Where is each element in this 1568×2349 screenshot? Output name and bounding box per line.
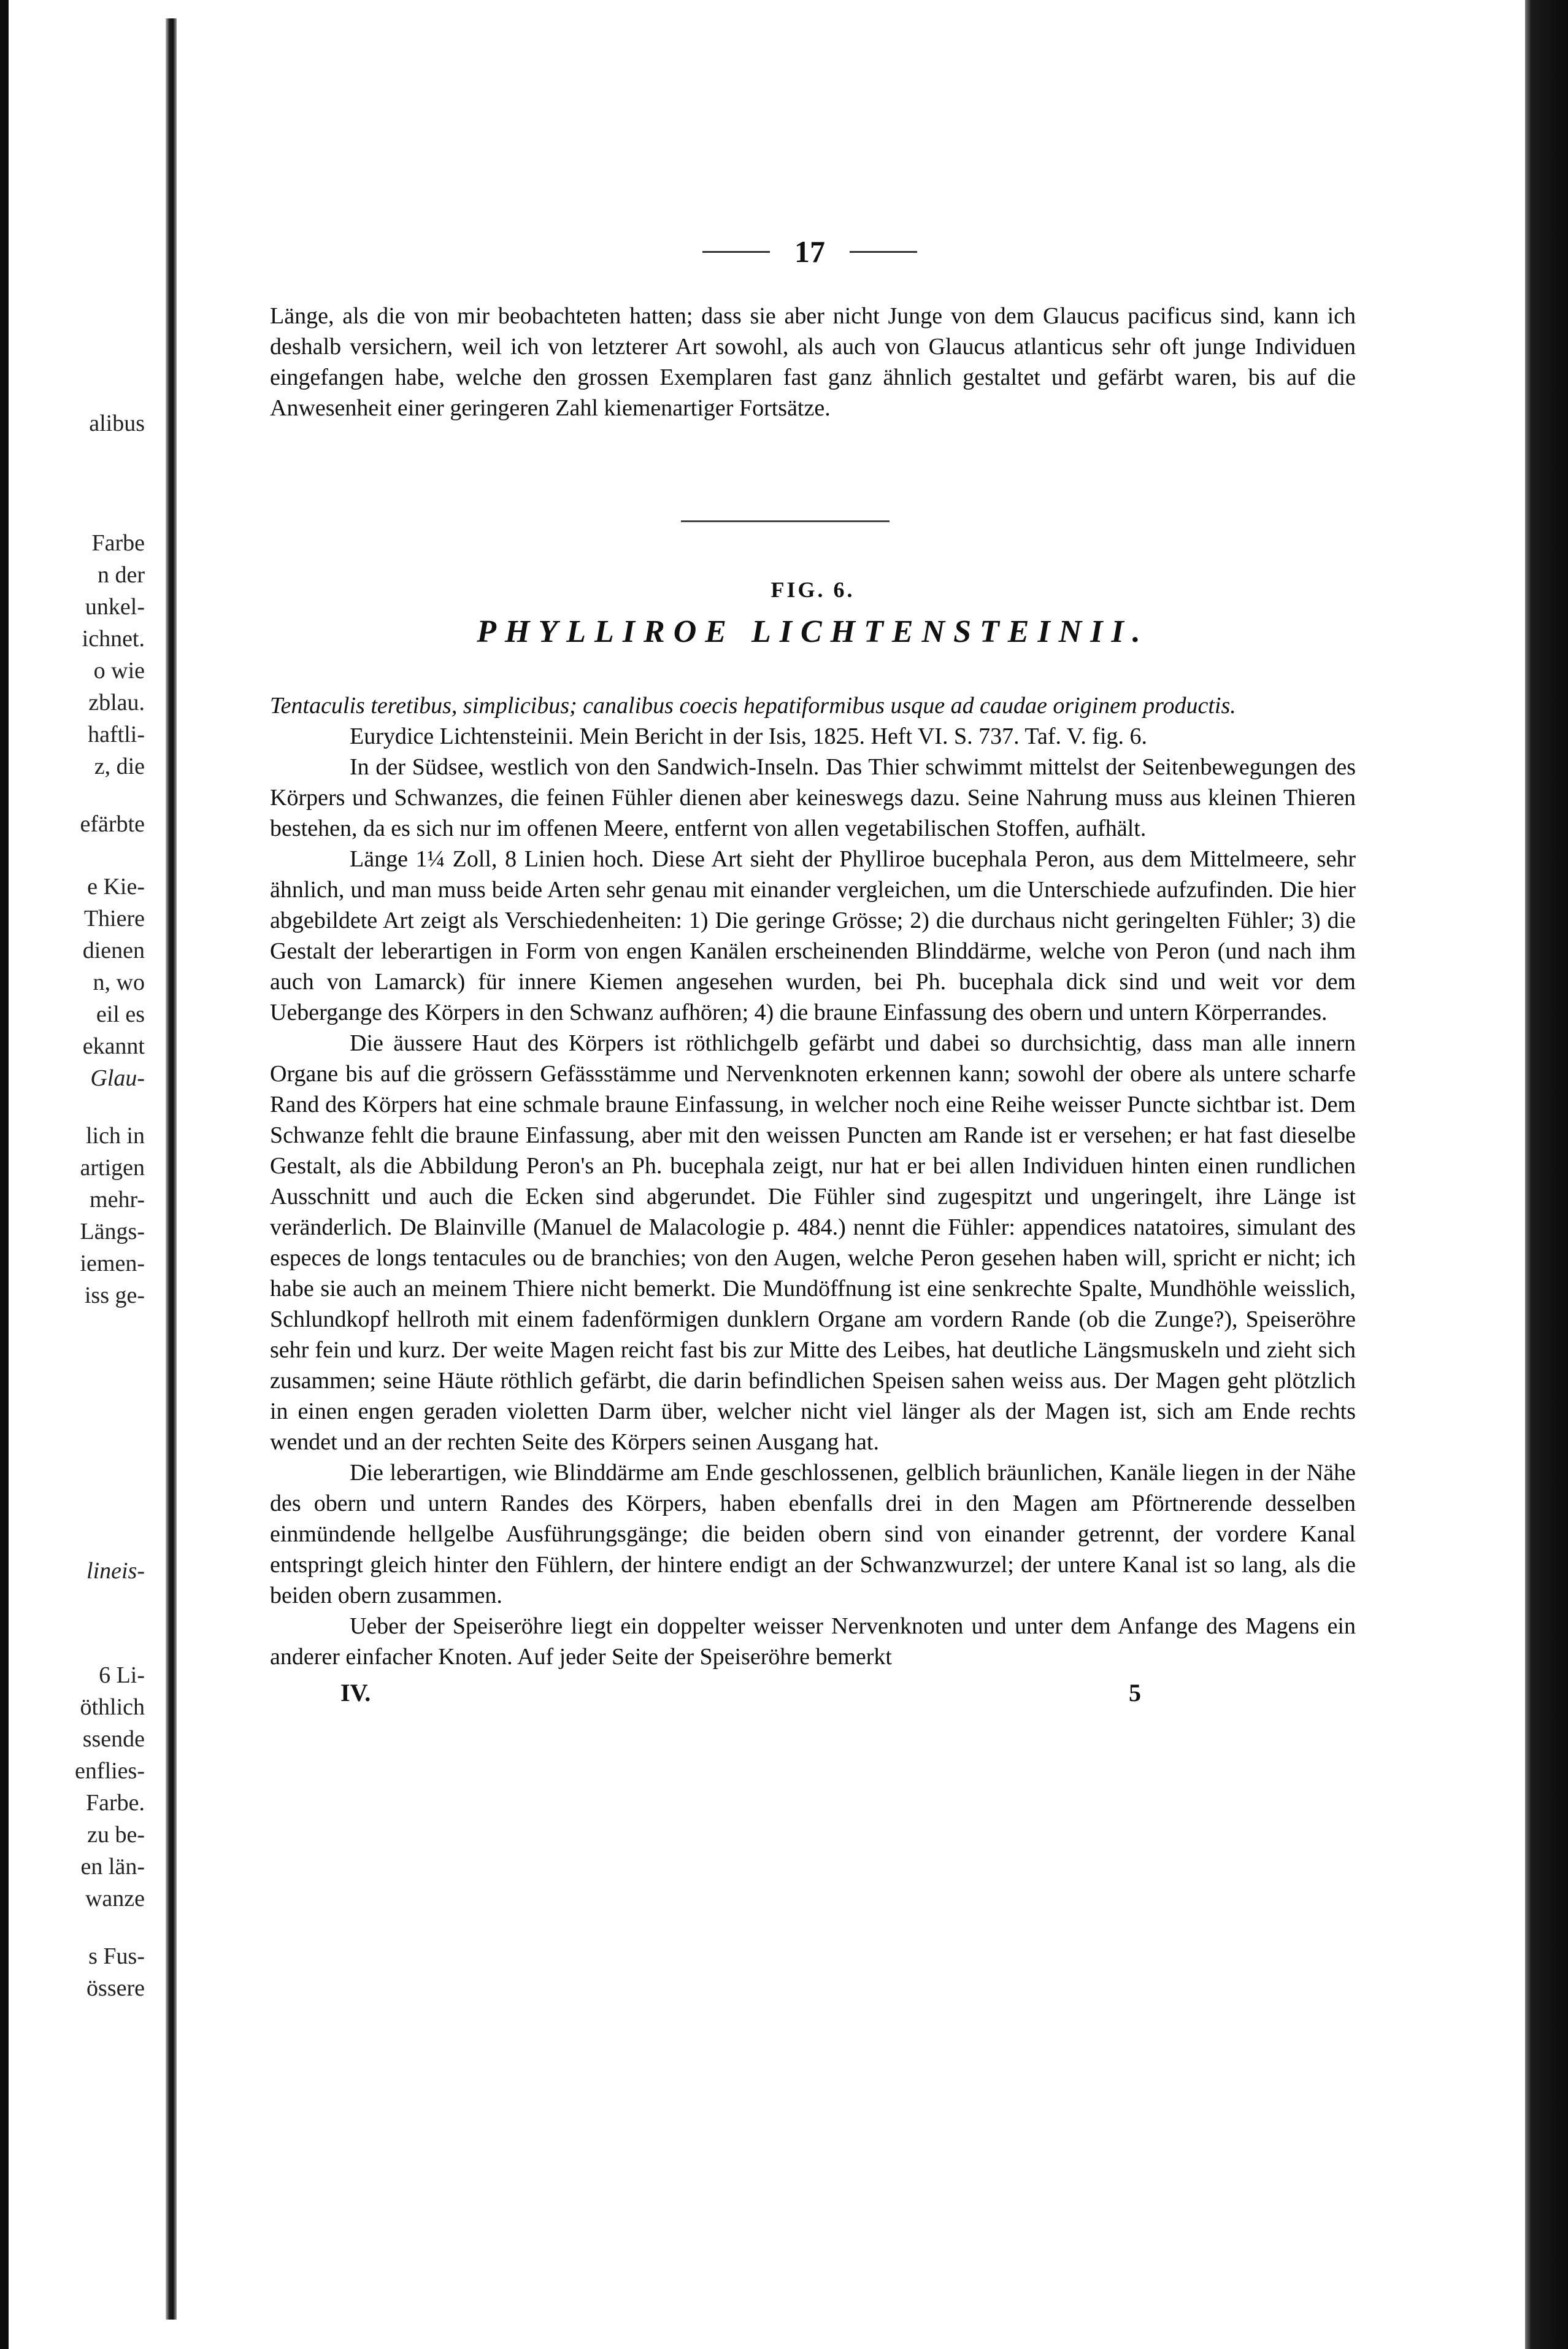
bleed-line: n der xyxy=(97,562,145,588)
species-diagnosis: Tentaculis teretibus, simplicibus; canalibus coecis hepatiformibus usque ad caudae originem productis. xyxy=(270,693,1236,719)
section-separator xyxy=(681,520,890,522)
bleed-line: Glau- xyxy=(90,1065,145,1091)
intro-paragraph: Länge, als die von mir beobachteten hatten; dass sie aber nicht Junge von dem Glaucus pacificus sind, kann ich deshalb versichern, weil ich von letzterer Art sowohl, als auch von Glaucus atlanticus sehr oft junge Individuen eingefangen habe, welche den grossen Exemplaren fast ganz ähnlich gestaltet und gefärbt waren, bis auf die Anwesenheit einer geringeren Zahl kiemenartiger Fortsätze. xyxy=(270,303,1356,421)
bleed-line: zblau. xyxy=(88,690,145,716)
bleed-line: wanze xyxy=(85,1886,145,1911)
bleed-line: Farbe. xyxy=(85,1790,145,1816)
body-paragraph: Länge 1¼ Zoll, 8 Linien hoch. Diese Art sieht der Phylliroe bucephala Peron, aus dem Mittelmeere, sehr ähnlich, und man muss beide Arten sehr genau mit einander vergleichen, um die Unterschiede aufzufinden. Die hier abgebildete Art zeigt als Verschiedenheiten: 1) Die geringe Grösse; 2) die durchaus nicht geringelten Fühler; 3) die Gestalt der leberartigen in Form von engen Kanälen erscheinenden Blinddärme, welche von Peron (und nach ihm auch von Lamarck) für innere Kiemen angesehen wurden, bei Ph. bucephala dick sind und weit vor dem Uebergange des Körpers in den Schwanz aufhören; 4) die braune Einfassung des obern und untern Körperrandes. xyxy=(270,846,1356,1025)
bleed-line: mehr- xyxy=(90,1187,145,1213)
bleed-line: e Kie- xyxy=(87,874,145,900)
page-number: 17 xyxy=(794,234,825,269)
bleed-line: lich in xyxy=(85,1123,145,1149)
bleed-line: unkel- xyxy=(85,594,145,620)
species-reference: Eurydice Lichtensteinii. Mein Bericht in der Isis, 1825. Heft VI. S. 737. Taf. V. fig. 6. xyxy=(350,723,1148,749)
header-rule-right xyxy=(850,251,917,253)
body-paragraph: Die äussere Haut des Körpers ist röthlichgelb gefärbt und dabei so durchsichtig, dass man alle innern Organe bis auf die grössern Gefässstämme und Nervenknoten erkennen kann; sowohl der obere als untere scharfe Rand des Körpers hat eine schmale braune Einfassung, in welcher noch eine Reihe weisser Puncte sichtbar ist. Dem Schwanze fehlt die braune Einfassung, aber mit den weissen Puncten am Rande ist er versehen; er hat fast dieselbe Gestalt, als die Abbildung Peron's an Ph. bucephala zeigt, nur hat er bei allen Individuen hinten einen rundlichen Ausschnitt und auch die Ecken sind abgerundet. Die Fühler sind zugespitzt und ungeringelt, ihre Länge ist veränderlich. De Blainville (Manuel de Malacologie p. 484.) nennt die Fühler: appendices natatoires, simulant des especes de longs tentacules ou de branchies; von den Augen, welche Peron gesehen haben will, spricht er nicht; ich habe sie auch an meinem Thiere nicht bemerkt. Die Mundöffnung ist eine senkrechte Spalte, Mundhöhle weisslich, Schlundkopf hellroth mit einem fadenförmigen dunklern Organe am vordern Rande (ob die Zunge?), Speiseröhre sehr fein und kurz. Der weite Magen reicht fast bis zur Mitte des Leibes, hat deutliche Längsmuskeln und zieht sich zusammen; seine Häute röthlich gefärbt, die darin befindlichen Speisen sahen weiss aus. Der Magen geht plötzlich in einen engen geraden violetten Darm über, welcher nicht viel länger als der Magen ist, sich am Ende rechts wendet und an der rechten Seite des Körpers seinen Ausgang hat. xyxy=(270,1030,1356,1455)
bleed-line: ekannt xyxy=(82,1033,145,1059)
bleed-line: alibus xyxy=(89,411,145,436)
scan-edge-right xyxy=(1525,0,1568,2349)
bleed-line: s Fus- xyxy=(88,1943,145,1969)
body-paragraph: In der Südsee, westlich von den Sandwich-Inseln. Das Thier schwimmt mittelst der Seitenbewegungen des Körpers und Schwanzes, die feinen Fühler dienen aber keineswegs dazu. Seine Nahrung muss aus kleinen Thieren bestehen, da es sich nur im offenen Meere, entfernt von allen vegetabilischen Stoffen, aufhält. xyxy=(270,754,1356,841)
bleed-line: haftli- xyxy=(88,722,145,747)
bleed-line: dienen xyxy=(82,938,145,963)
bleed-line: z, die xyxy=(94,754,145,779)
scan-edge-left xyxy=(0,0,9,2349)
bleed-line: artigen xyxy=(80,1155,145,1181)
bleed-line: en län- xyxy=(80,1854,145,1880)
page-header xyxy=(675,227,945,276)
bleed-line: eil es xyxy=(96,1001,145,1027)
bleed-line: n, wo xyxy=(93,970,145,995)
body-paragraph: Die leberartigen, wie Blinddärme am Ende geschlossenen, gelblich bräunlichen, Kanäle liegen in der Nähe des obern und untern Randes des Körpers, haben ebenfalls drei in den Magen am Pförtnerende desselben einmündende hellgelbe Ausführungsgänge; die beiden obern sind von einander getrennt, der vordere Kanal entspringt gleich hinter den Fühlern, der hintere endigt an der Schwanzwurzel; der untere Kanal ist so lang, als die beiden obern zusammen. xyxy=(270,1460,1356,1608)
bleed-line: ssende xyxy=(82,1726,145,1752)
bleed-line: Längs- xyxy=(80,1219,145,1244)
bleed-line: enflies- xyxy=(75,1758,145,1784)
bleed-line: Farbe xyxy=(91,530,145,556)
bleed-line: ichnet. xyxy=(82,626,145,652)
signature-mark-left: IV. xyxy=(340,1679,371,1707)
bleed-line: össere xyxy=(86,1975,145,2001)
bleed-line: o wie xyxy=(93,658,145,684)
bleed-line: öthlich xyxy=(80,1694,145,1720)
bleed-line: zu be- xyxy=(87,1822,145,1848)
bleed-line: 6 Li- xyxy=(99,1662,145,1688)
signature-mark-right: 5 xyxy=(1129,1679,1141,1707)
bleed-line: efärbte xyxy=(80,811,145,837)
species-title: PHYLLIROE LICHTENSTEINII. xyxy=(477,614,1149,649)
body-paragraph: Ueber der Speiseröhre liegt ein doppelter weisser Nervenknoten und unter dem Anfange des Magens ein anderer einfacher Knoten. Auf jeder Seite der Speiseröhre bemerkt xyxy=(270,1613,1356,1670)
bleed-line: iss ge- xyxy=(84,1282,145,1308)
bleed-line: Thiere xyxy=(83,906,145,932)
bleed-line: iemen- xyxy=(80,1251,145,1276)
article-body xyxy=(270,690,1356,1672)
figure-label: FIG. 6. xyxy=(771,577,855,602)
bleed-line: lineis- xyxy=(86,1558,145,1584)
left-page-bleed xyxy=(9,0,156,2349)
header-rule-left xyxy=(702,251,770,253)
page-gutter xyxy=(166,18,177,2320)
